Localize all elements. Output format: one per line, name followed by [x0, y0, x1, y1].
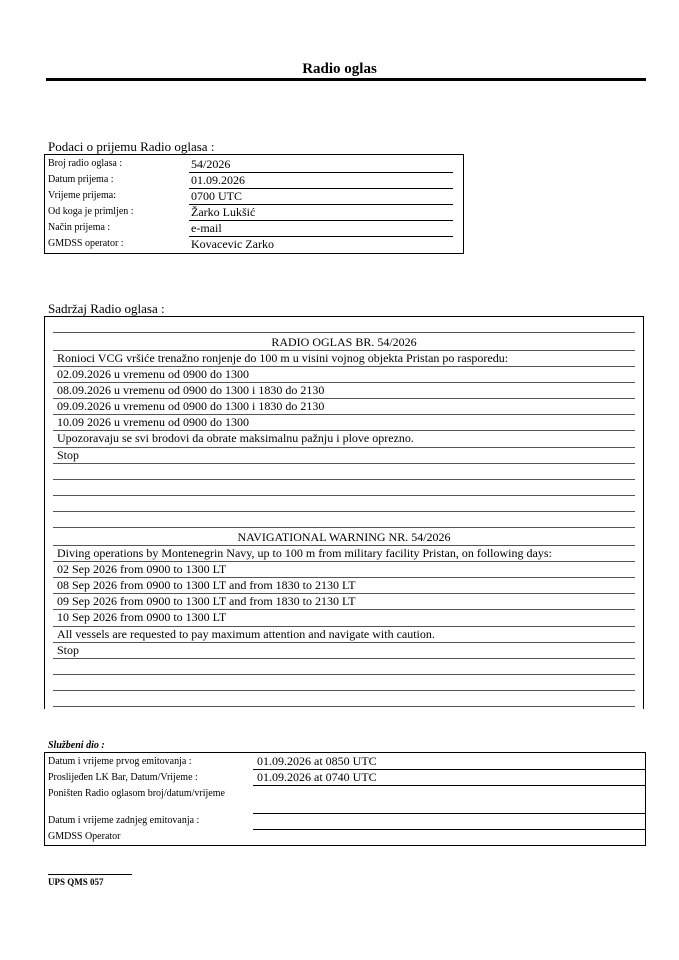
local-warning-line: Stop — [57, 448, 80, 462]
receipt-label: Broj radio oglasa : — [48, 158, 123, 169]
content-heading: Sadržaj Radio oglasa : — [48, 301, 165, 316]
ruled-line — [53, 642, 635, 643]
navigational-warning-line: 08 Sep 2026 from 0900 to 1300 LT and from 1830 to 2130 LT — [57, 578, 356, 592]
form-code: UPS QMS 057 — [48, 877, 104, 887]
official-line — [253, 829, 645, 830]
receipt-heading: Podaci o prijemu Radio oglasa : — [48, 139, 215, 154]
official-line — [253, 785, 645, 786]
official-line — [253, 813, 645, 814]
ruled-line — [53, 690, 635, 691]
local-warning-line: 02.09.2026 u vremenu od 0900 do 1300 — [57, 367, 249, 381]
receipt-value: 0700 UTC — [189, 188, 453, 205]
official-label: Poništen Radio oglasom broj/datum/vrijeme — [48, 788, 225, 799]
receipt-label: Način prijema : — [48, 222, 111, 233]
ruled-line — [53, 706, 635, 707]
document-title: Radio oglas — [302, 61, 377, 77]
receipt-row-operator — [45, 236, 463, 252]
navigational-warning-line: 10 Sep 2026 from 0900 to 1300 LT — [57, 610, 227, 624]
receipt-row-from — [45, 204, 463, 220]
receipt-label: Od koga je primljen : — [48, 206, 134, 217]
receipt-value: 54/2026 — [189, 156, 453, 173]
ruled-line — [53, 658, 635, 659]
receipt-value: 01.09.2026 — [189, 172, 453, 189]
ruled-line — [53, 463, 635, 464]
official-heading: Službeni dio : — [48, 740, 105, 751]
navigational-warning-line: Stop — [57, 643, 80, 657]
navigational-warning-line: All vessels are requested to pay maximum attention and navigate with caution. — [57, 627, 435, 641]
official-label: GMDSS Operator — [48, 831, 121, 842]
official-value: 01.09.2026 at 0850 UTC — [257, 754, 377, 768]
local-warning-line: Ronioci VCG vršiće trenažno ronjenje do 100 m u visini vojnog objekta Pristan po rasporedu: — [57, 351, 509, 365]
receipt-row-time — [45, 188, 463, 204]
ruled-line — [53, 511, 635, 512]
receipt-row-date — [45, 172, 463, 188]
official-value: 01.09.2026 at 0740 UTC — [257, 770, 377, 784]
navigational-warning-title: NAVIGATIONAL WARNING NR. 54/2026 — [237, 530, 451, 544]
receipt-label: Datum prijema : — [48, 174, 114, 185]
local-warning-line: 09.09.2026 u vremenu od 0900 do 1300 i 1830 do 2130 — [57, 399, 325, 413]
receipt-value: Kovacevic Zarko — [191, 237, 274, 251]
content-box — [44, 316, 644, 709]
title-divider — [46, 78, 646, 81]
receipt-label: GMDSS operator : — [48, 238, 124, 249]
ruled-line — [53, 495, 635, 496]
navigational-warning-line: Diving operations by Montenegrin Navy, up to 100 m from military facility Pristan, on following days: — [57, 546, 552, 560]
navigational-warning-line: 09 Sep 2026 from 0900 to 1300 LT and from 1830 to 2130 LT — [57, 594, 356, 608]
ruled-line — [53, 332, 635, 333]
official-label: Datum i vrijeme zadnjeg emitovanja : — [48, 815, 200, 826]
ruled-line — [53, 674, 635, 675]
local-warning-line: Upozoravaju se svi brodovi da obrate maksimalnu pažnju i plove oprezno. — [57, 431, 414, 445]
local-warning-line: 10.09 2026 u vremenu od 0900 do 1300 — [57, 415, 249, 429]
receipt-row-number — [45, 156, 463, 172]
receipt-table — [44, 154, 464, 254]
ruled-line — [53, 447, 635, 448]
receipt-value: Žarko Lukšić — [189, 204, 453, 221]
official-label: Datum i vrijeme prvog emitovanja : — [48, 756, 192, 767]
ruled-line — [53, 479, 635, 480]
navigational-warning-line: 02 Sep 2026 from 0900 to 1300 LT — [57, 562, 227, 576]
local-warning-title: RADIO OGLAS BR. 54/2026 — [271, 335, 417, 349]
local-warning-line: 08.09.2026 u vremenu od 0900 do 1300 i 1830 do 2130 — [57, 383, 325, 397]
footer-divider — [48, 874, 132, 875]
ruled-line — [53, 527, 635, 528]
official-table — [44, 752, 646, 846]
receipt-row-method — [45, 220, 463, 236]
official-label: Proslijeđen LK Bar, Datum/Vrijeme : — [48, 772, 198, 783]
receipt-label: Vrijeme prijema: — [48, 190, 116, 201]
receipt-value: e-mail — [189, 220, 453, 237]
